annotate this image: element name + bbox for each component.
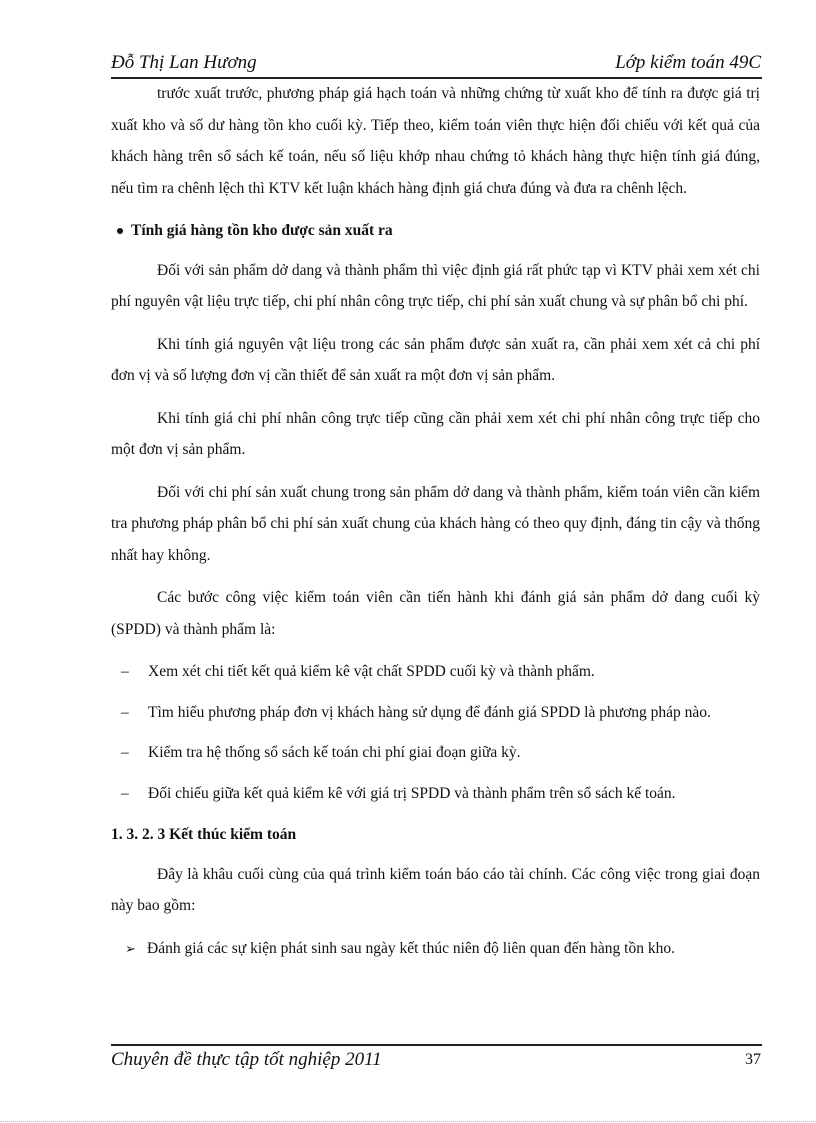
paragraph: Khi tính giá nguyên vật liệu trong các sản phẩm được sản xuất ra, cần phải xem xét cả chi phí đơn vị và số lượng đơn vị cần thiết để sản xuất ra một đơn vị sản phẩm. [111, 335, 760, 384]
list-item [111, 737, 760, 769]
list-item [111, 656, 760, 688]
page-footer [111, 1049, 761, 1075]
list-item [111, 697, 760, 729]
dash-icon: – [121, 784, 129, 802]
dash-icon: – [121, 744, 129, 761]
list-item-text: Kiểm tra hệ thống sổ sách kế toán chi phí giai đoạn giữa kỳ. [148, 744, 521, 761]
dash-icon: – [121, 703, 129, 721]
list-item-text: Tìm hiểu phương pháp đơn vị khách hàng sử dụng để đánh giá SPDD là phương pháp nào. [148, 703, 711, 721]
list-item [111, 778, 760, 810]
paragraph: Khi tính giá chi phí nhân công trực tiếp cũng cần phải xem xét chi phí nhân công trực tiếp cho một đơn vị sản phẩm. [111, 409, 760, 458]
footer-title: Chuyên đề thực tập tốt nghiệp 2011 [111, 1049, 382, 1070]
paragraph: Đối với chi phí sản xuất chung trong sản phẩm dở dang và thành phẩm, kiểm toán viên cần kiểm tra phương pháp phân bổ chi phí sản xuất chung của khách hàng có theo quy định, đáng tin cậy và thống nhất hay không. [111, 483, 760, 564]
footer-rule [111, 1044, 762, 1046]
bullet-heading [117, 215, 760, 247]
list-item-text: Đối chiếu giữa kết quả kiểm kê với giá trị SPDD và thành phẩm trên sổ sách kế toán. [148, 784, 676, 802]
page-edge [0, 1121, 816, 1122]
section-heading: 1. 3. 2. 3 Kết thúc kiểm toán [111, 826, 297, 843]
steps-list [111, 656, 760, 809]
page-header [111, 52, 761, 78]
bullet-heading-text: Tính giá hàng tồn kho được sản xuất ra [131, 222, 393, 239]
paragraph: Các bước công việc kiểm toán viên cần tiến hành khi đánh giá sản phẩm dở dang cuối kỳ (SPDD) và thành phẩm là: [111, 589, 760, 638]
bullet-dot-icon [117, 228, 123, 234]
document-body [111, 78, 760, 964]
header-class: Lớp kiểm toán 49C [615, 52, 761, 73]
arrow-bullet-icon: ➢ [125, 940, 136, 956]
list-item-text: Xem xét chi tiết kết quả kiểm kê vật chất SPDD cuối kỳ và thành phẩm. [148, 663, 595, 680]
paragraph: trước xuất trước, phương pháp giá hạch toán và những chứng từ xuất kho để tính ra được giá trị xuất kho và số dư hàng tồn kho cuối kỳ. Tiếp theo, kiểm toán viên thực hiện đối chiếu với kết quả của khách hàng trên sổ sách kế toán, nếu số liệu khớp nhau chứng tỏ khách hàng thực hiện tính giá đúng, nếu tìm ra chênh lệch thì KTV kết luận khách hàng định giá chưa đúng và đưa ra chênh lệch. [111, 85, 760, 197]
header-author: Đỗ Thị Lan Hương [111, 52, 257, 73]
arrow-item-text: Đánh giá các sự kiện phát sinh sau ngày kết thúc niên độ liên quan đến hàng tồn kho. [147, 939, 675, 957]
dash-icon: – [121, 663, 129, 680]
arrow-list-item [111, 933, 760, 965]
paragraph: Đối với sản phẩm dở dang và thành phẩm thì việc định giá rất phức tạp vì KTV phải xem xét chi phí nguyên vật liệu trực tiếp, chi phí nhân công trực tiếp, chi phí sản xuất chung và sự phân bổ chi phí. [111, 261, 760, 310]
paragraph: Đây là khâu cuối cùng của quá trình kiểm toán báo cáo tài chính. Các công việc trong giai đoạn này bao gồm: [111, 865, 760, 914]
page-number: 37 [745, 1051, 761, 1068]
